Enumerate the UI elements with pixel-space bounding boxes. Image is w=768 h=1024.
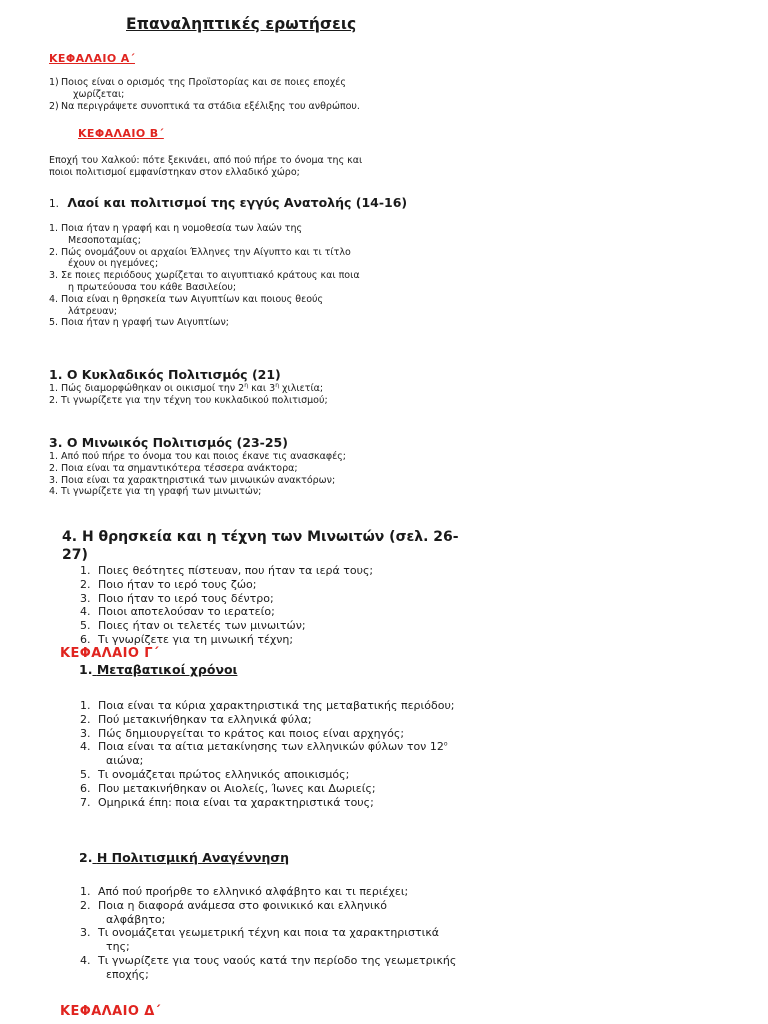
chapter-c-heading: ΚΕΦΑΛΑΙΟ Γ΄	[60, 646, 163, 661]
section-cultural-renaissance-questions	[80, 885, 456, 982]
list-item: 7. Ομηρικά έπη: ποια είναι τα χαρακτηριστικά τους;	[80, 795, 374, 809]
section-transition-questions	[80, 699, 455, 809]
chapter-a-heading: ΚΕΦΑΛΑΙΟ Α΄	[49, 52, 135, 65]
list-item: 4. Ποια είναι η θρησκεία των Αιγυπτίων και ποιους θεούς λάτρευαν;	[49, 293, 324, 317]
chapter-a-questions	[49, 77, 360, 112]
list-item: 2. Ποιο ήταν το ιερό τους ζώο;	[80, 577, 257, 591]
list-item: 1. Ποιες θεότητες πίστευαν, που ήταν τα ιερά τους;	[80, 564, 374, 577]
list-item: 1. Από πού πήρε το όνομα του και ποιος έκανε τις ανασκαφές;	[49, 451, 347, 462]
list-item: 2. Τι γνωρίζετε για την τέχνη του κυκλαδικού πολιτισμού;	[49, 394, 328, 406]
list-item: 3. Ποιο ήταν το ιερό τους δέντρο;	[80, 591, 274, 605]
list-item: 3. Τι ονομάζεται γεωμετρική τέχνη και ποια τα χαρακτηριστικά της;	[80, 926, 440, 954]
section-cultural-renaissance-title: 2. Η Πολιτισμική Αναγέννηση	[79, 850, 290, 865]
chapter-b-heading: ΚΕΦΑΛΑΙΟ Β΄	[78, 127, 164, 140]
list-item: 5. Τι ονομάζεται πρώτος ελληνικός αποικισμός;	[80, 767, 350, 781]
list-item: 2. Ποια η διαφορά ανάμεσα στο φοινικικό και ελληνικό αλφάβητο;	[80, 898, 387, 926]
list-item: 3. Ποια είναι τα χαρακτηριστικά των μινωικών ανακτόρων;	[49, 474, 336, 486]
list-item: 5. Ποιες ήταν οι τελετές των μινωιτών;	[80, 619, 306, 633]
chapter-b-intro: Εποχή του Χαλκού: πότε ξεκινάει, από πού πήρε το όνομα της και ποιοι πολιτισμοί εμφανίστηκαν στον ελλαδικό χώρο;	[49, 155, 363, 178]
list-item: 2. Πώς ονομάζουν οι αρχαίοι Έλληνες την Αίγυπτο και τι τίτλο έχουν οι ηγεμόνες;	[49, 246, 351, 270]
list-item: 4. Ποιοι αποτελούσαν το ιερατείο;	[80, 605, 275, 619]
section-minoan-questions	[49, 451, 346, 498]
list-item: 1. Ποια είναι τα κύρια χαρακτηριστικά της μεταβατικής περιόδου;	[80, 699, 455, 712]
chapter-d-heading: ΚΕΦΑΛΑΙΟ Δ΄	[60, 1004, 161, 1019]
list-item: 6. Που μετακινήθηκαν οι Αιολείς, Ίωνες και Δωριείς;	[80, 781, 376, 795]
list-item: 2. Πού μετακινήθηκαν τα ελληνικά φύλα;	[80, 712, 312, 726]
list-item: 1. Πώς διαμορφώθηκαν οι οικισμοί την $2^\eta$ και $3^\eta$ χιλιετία;	[49, 381, 324, 394]
list-item: 1. Από πού προήρθε το ελληνικό αλφάβητο και τι περιέχει;	[80, 885, 409, 898]
section-cycladic-title: 1. Ο Κυκλαδικός Πολιτισμός (21)	[49, 367, 281, 382]
list-item: 1. Ποια ήταν η γραφή και η νομοθεσία των λαών της Μεσοποταμίας;	[49, 223, 303, 246]
page-title: Επαναληπτικές ερωτήσεις	[126, 15, 357, 33]
list-item: 6. Τι γνωρίζετε για τη μινωική τέχνη;	[80, 632, 294, 646]
list-item: 3. Σε ποιες περιόδους χωρίζεται το αιγυπτιακό κράτους και ποια η πρωτεύουσα του κάθε Βασιλείου;	[49, 270, 360, 293]
section-cycladic-questions	[49, 383, 328, 407]
list-item: 3. Πώς δημιουργείται το κράτος και ποιος είναι αρχηγός;	[80, 726, 405, 740]
section-minoan-religion-questions	[80, 564, 540, 646]
list-item: 2) Να περιγράψετε συνοπτικά τα στάδια εξέλιξης του ανθρώπου.	[49, 100, 360, 112]
list-item: 4. Ποια είναι τα αίτια μετακίνησης των ελληνικών φύλων τον $12^o$ αιώνα;	[80, 740, 448, 768]
section-minoan-title: 3. Ο Μινωικός Πολιτισμός (23-25)	[49, 435, 288, 450]
section-near-east-questions	[49, 223, 360, 329]
list-item: 5. Ποια ήταν η γραφή των Αιγυπτίων;	[49, 317, 229, 329]
section-minoan-religion-title: 4. Η θρησκεία και η τέχνη των Μινωιτών (σελ. 26- 27)	[62, 529, 459, 563]
list-item: 4. Τι γνωρίζετε για τους ναούς κατά την περίοδο της γεωμετρικής εποχής;	[80, 953, 457, 981]
section-near-east-title: 1. Λαοί και πολιτισμοί της εγγύς Ανατολής (14-16)	[49, 195, 408, 210]
list-item: 1) Ποιος είναι ο ορισμός της Προϊστορίας και σε ποιες εποχές χωρίζεται;	[49, 77, 346, 100]
list-item: 2. Ποια είναι τα σημαντικότερα τέσσερα ανάκτορα;	[49, 462, 298, 474]
section-transition-title: 1. Μεταβατικοί χρόνοι	[79, 662, 238, 677]
list-item: 4. Τι γνωρίζετε για τη γραφή των μινωιτών;	[49, 486, 262, 498]
